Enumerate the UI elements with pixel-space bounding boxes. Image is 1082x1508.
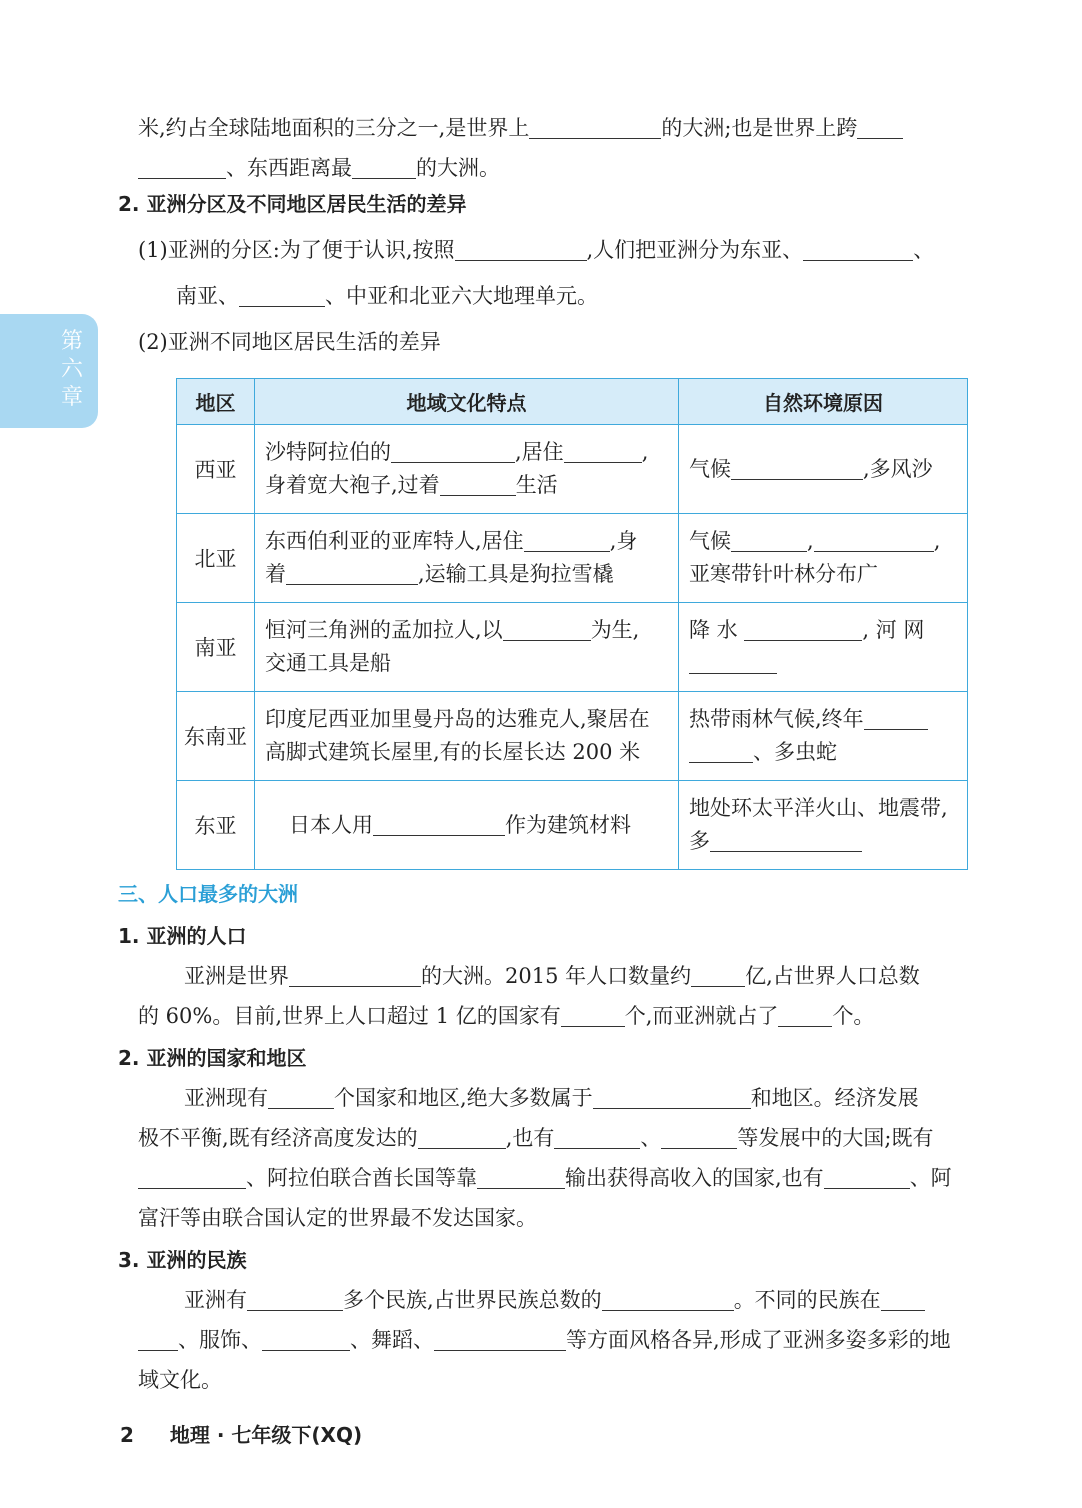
environment-cell: 热带雨林气候,终年 、多虫蛇 bbox=[679, 692, 968, 781]
ethnic-para-line-2: 、服饰、 、舞蹈、 等方面风格各异,形成了亚洲多姿多彩的地 bbox=[138, 1326, 951, 1354]
blank bbox=[239, 284, 325, 307]
population-para-line-1: 亚洲是世界 的大洲。2015 年人口数量约 亿,占世界人口总数 bbox=[184, 964, 920, 988]
table-row bbox=[177, 603, 968, 692]
subheading-countries: 2. 亚洲的国家和地区 bbox=[118, 1046, 307, 1070]
countries-para-line-2: 极不平衡,既有经济高度发达的 ,也有 、 等发展中的大国;既有 bbox=[138, 1126, 934, 1150]
page-number: 2 bbox=[120, 1423, 134, 1447]
table-header-row bbox=[177, 379, 968, 425]
sec2-para-2: (2)亚洲不同地区居民生活的差异 bbox=[138, 330, 441, 354]
sec2-para-1-cont: 南亚、 、中亚和北亚六大地理单元。 bbox=[176, 284, 598, 308]
table-row bbox=[177, 692, 968, 781]
culture-cell: 日本人用 作为建筑材料 bbox=[255, 781, 679, 870]
region-cell: 东南亚 bbox=[177, 692, 255, 781]
ethnic-para-line-3: 域文化。 bbox=[138, 1368, 222, 1392]
countries-para-line-1: 亚洲现有 个国家和地区,绝大多数属于 和地区。经济发展 bbox=[184, 1086, 919, 1110]
region-culture-table bbox=[176, 378, 968, 870]
blank bbox=[857, 116, 903, 139]
chapter-tab bbox=[0, 314, 98, 428]
table-header: 地域文化特点 bbox=[255, 379, 679, 425]
sec2-para-1: (1)亚洲的分区:为了便于认识,按照 ,人们把亚洲分为东亚、 、 bbox=[138, 238, 935, 262]
table-row bbox=[177, 514, 968, 603]
section-heading-asia-regions: 2. 亚洲分区及不同地区居民生活的差异 bbox=[118, 192, 467, 216]
population-para-line-2: 的 60%。目前,世界上人口超过 1 亿的国家有 个,而亚洲就占了 个。 bbox=[138, 1004, 875, 1028]
table-row bbox=[177, 781, 968, 870]
culture-cell: 恒河三角洲的孟加拉人,以 为生, 交通工具是船 bbox=[255, 603, 679, 692]
culture-cell: 印度尼西亚加里曼丹岛的达雅克人,聚居在 高脚式建筑长屋里,有的长屋长达 200 米 bbox=[255, 692, 679, 781]
book-title: 地理 · 七年级下(XQ) bbox=[169, 1423, 363, 1447]
blank bbox=[138, 156, 226, 179]
subheading-population: 1. 亚洲的人口 bbox=[118, 924, 247, 948]
ethnic-para-line-1: 亚洲有 多个民族,占世界民族总数的 。不同的民族在 bbox=[184, 1286, 925, 1314]
blank bbox=[455, 238, 587, 261]
page-footer bbox=[120, 1419, 362, 1448]
section-title-population: 三、人口最多的大洲 bbox=[118, 882, 298, 906]
intro-line-2: 、东西距离最 的大洲。 bbox=[138, 154, 500, 182]
region-cell: 东亚 bbox=[177, 781, 255, 870]
table-header: 地区 bbox=[177, 379, 255, 425]
blank bbox=[352, 156, 416, 179]
subheading-ethnic-groups: 3. 亚洲的民族 bbox=[118, 1248, 247, 1272]
environment-cell: 气候 ,多风沙 bbox=[679, 425, 968, 514]
environment-cell: 地处环太平洋火山、地震带, 多 bbox=[679, 781, 968, 870]
blank bbox=[529, 116, 661, 139]
table-row bbox=[177, 425, 968, 514]
region-cell: 西亚 bbox=[177, 425, 255, 514]
countries-para-line-3: 、阿拉伯联合酋长国等靠 输出获得高收入的国家,也有 、阿 bbox=[138, 1164, 952, 1192]
culture-cell: 东西伯利亚的亚库特人,居住 ,身 着 ,运输工具是狗拉雪橇 bbox=[255, 514, 679, 603]
blank bbox=[803, 238, 913, 261]
chapter-tab-label: 第六章 bbox=[60, 329, 83, 410]
region-cell: 南亚 bbox=[177, 603, 255, 692]
countries-para-line-4: 富汗等由联合国认定的世界最不发达国家。 bbox=[138, 1206, 537, 1230]
table-header: 自然环境原因 bbox=[679, 379, 968, 425]
region-cell: 北亚 bbox=[177, 514, 255, 603]
intro-line-1: 米,约占全球陆地面积的三分之一,是世界上 的大洲;也是世界上跨 bbox=[138, 114, 903, 142]
environment-cell: 降 水 , 河 网 bbox=[679, 603, 968, 692]
culture-cell: 沙特阿拉伯的 ,居住 , 身着宽大袍子,过着 生活 bbox=[255, 425, 679, 514]
environment-cell: 气候 , , 亚寒带针叶林分布广 bbox=[679, 514, 968, 603]
